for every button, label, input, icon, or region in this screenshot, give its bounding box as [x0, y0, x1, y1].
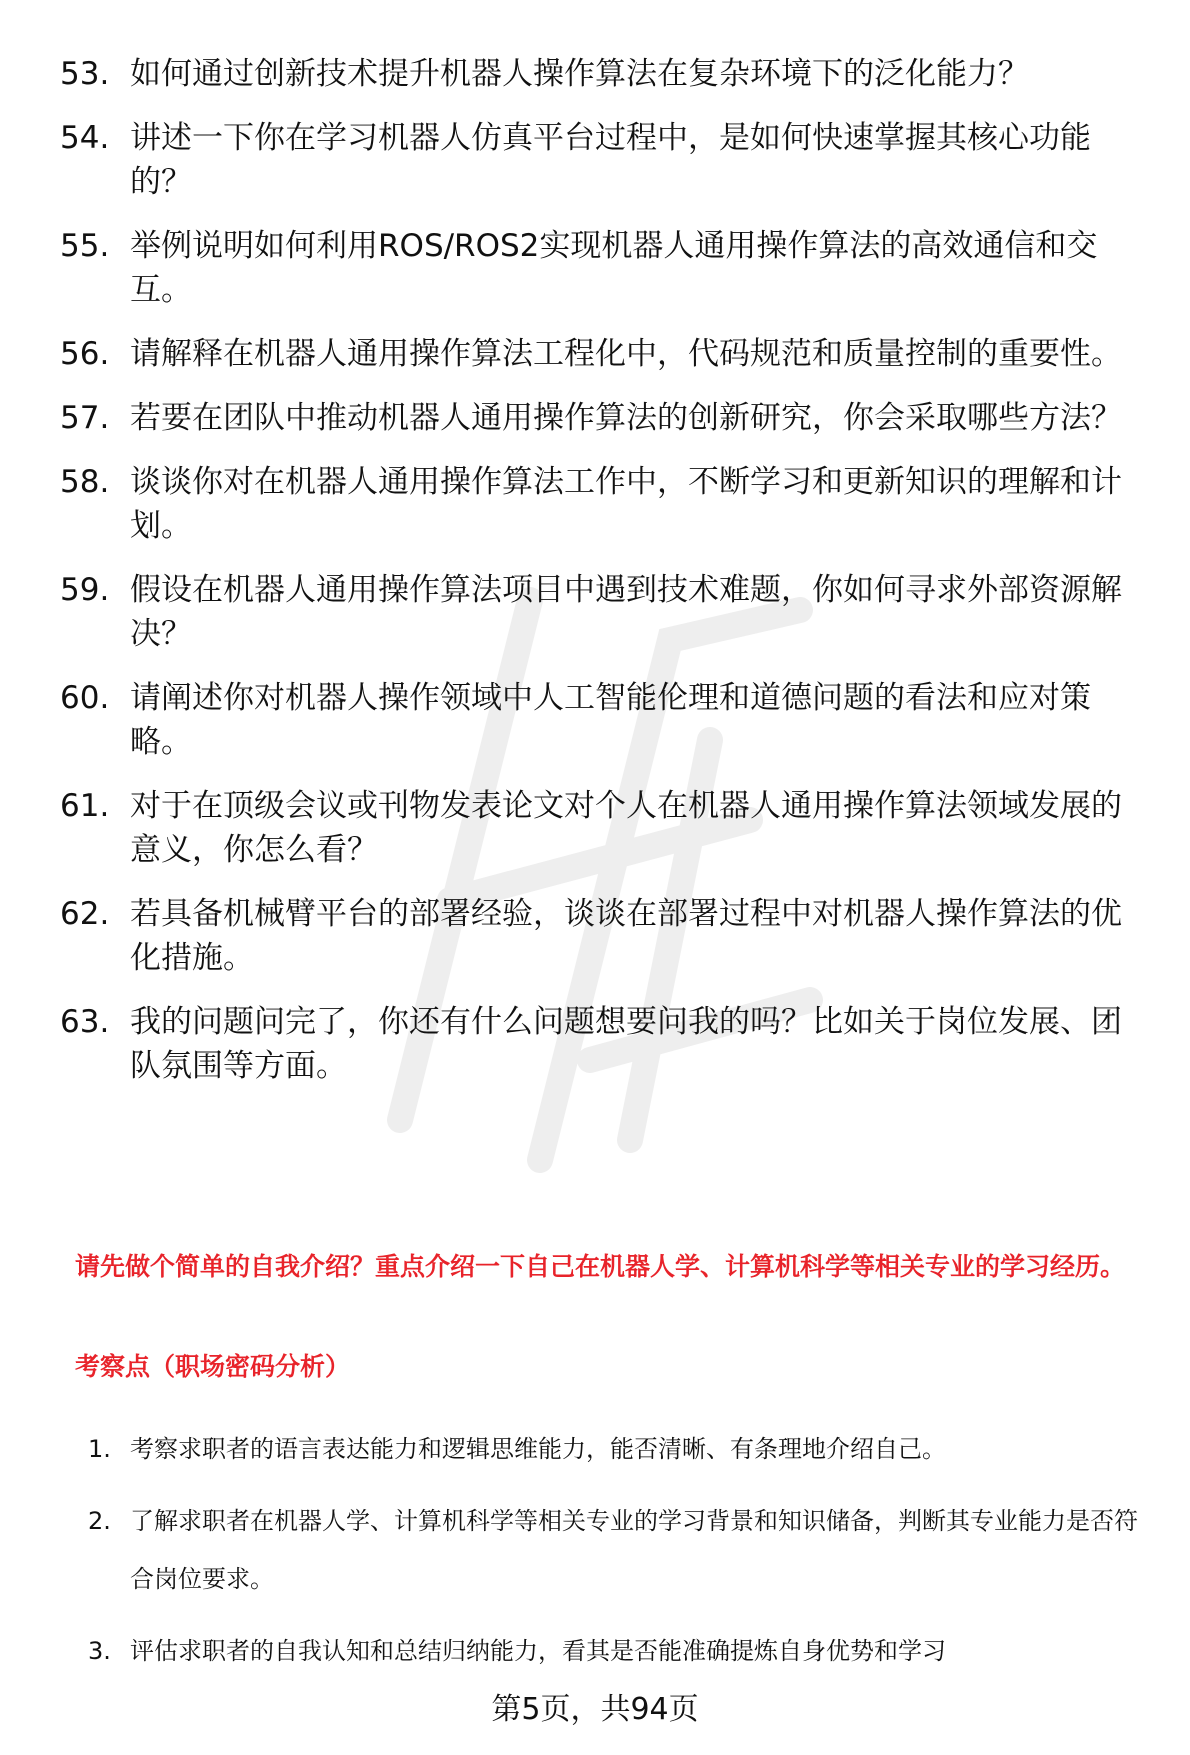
question-text: 请阐述你对机器人操作领域中人工智能伦理和道德问题的看法和应对策略。	[130, 680, 1091, 760]
question-text: 谈谈你对在机器人通用操作算法工作中，不断学习和更新知识的理解和计划。	[130, 464, 1122, 544]
question-text: 对于在顶级会议或刊物发表论文对个人在机器人通用操作算法领域发展的意义，你怎么看？	[130, 788, 1122, 868]
highlight-question: 请先做个简单的自我介绍？重点介绍一下自己在机器人学、计算机科学等相关专业的学习经历。	[75, 1252, 1126, 1281]
question-item	[60, 676, 1150, 764]
question-number: 61.	[60, 788, 110, 824]
analysis-number: 1.	[88, 1435, 111, 1463]
analysis-number: 3.	[88, 1637, 111, 1665]
question-text: 若要在团队中推动机器人通用操作算法的创新研究，你会采取哪些方法？	[130, 400, 1122, 436]
question-number: 62.	[60, 896, 110, 932]
question-item	[60, 52, 1150, 96]
analysis-text: 评估求职者的自我认知和总结归纳能力，看其是否能准确提炼自身优势和学习	[130, 1637, 946, 1665]
analysis-heading: 考察点（职场密码分析）	[75, 1352, 351, 1381]
page-footer: 第5页，共94页	[491, 1692, 699, 1727]
question-number: 58.	[60, 464, 110, 500]
question-number: 56.	[60, 336, 110, 372]
question-list	[60, 52, 1150, 1108]
question-text: 举例说明如何利用ROS/ROS2实现机器人通用操作算法的高效通信和交互。	[130, 228, 1098, 308]
analysis-text: 考察求职者的语言表达能力和逻辑思维能力，能否清晰、有条理地介绍自己。	[130, 1435, 946, 1463]
question-item	[60, 396, 1150, 440]
question-item	[60, 116, 1150, 204]
question-item	[60, 568, 1150, 656]
question-number: 59.	[60, 572, 110, 608]
analysis-number: 2.	[88, 1507, 111, 1535]
question-number: 54.	[60, 120, 110, 156]
analysis-item	[88, 1420, 1158, 1478]
question-item	[60, 1000, 1150, 1088]
question-text: 讲述一下你在学习机器人仿真平台过程中，是如何快速掌握其核心功能的？	[130, 120, 1091, 200]
analysis-list	[88, 1420, 1158, 1694]
question-item	[60, 224, 1150, 312]
question-item	[60, 784, 1150, 872]
question-text: 假设在机器人通用操作算法项目中遇到技术难题，你如何寻求外部资源解决？	[130, 572, 1122, 652]
analysis-item	[88, 1492, 1158, 1608]
question-item	[60, 460, 1150, 548]
question-text: 我的问题问完了，你还有什么问题想要问我的吗？比如关于岗位发展、团队氛围等方面。	[130, 1004, 1122, 1084]
analysis-text: 了解求职者在机器人学、计算机科学等相关专业的学习背景和知识储备，判断其专业能力是否符合岗位要求。	[130, 1507, 1138, 1593]
question-item	[60, 332, 1150, 376]
question-text: 若具备机械臂平台的部署经验，谈谈在部署过程中对机器人操作算法的优化措施。	[130, 896, 1122, 976]
question-number: 60.	[60, 680, 110, 716]
question-number: 63.	[60, 1004, 110, 1040]
question-text: 如何通过创新技术提升机器人操作算法在复杂环境下的泛化能力？	[130, 56, 1029, 92]
question-number: 53.	[60, 56, 110, 92]
analysis-item	[88, 1622, 1158, 1680]
question-item	[60, 892, 1150, 980]
question-number: 55.	[60, 228, 110, 264]
question-number: 57.	[60, 400, 110, 436]
question-text: 请解释在机器人通用操作算法工程化中，代码规范和质量控制的重要性。	[130, 336, 1122, 372]
